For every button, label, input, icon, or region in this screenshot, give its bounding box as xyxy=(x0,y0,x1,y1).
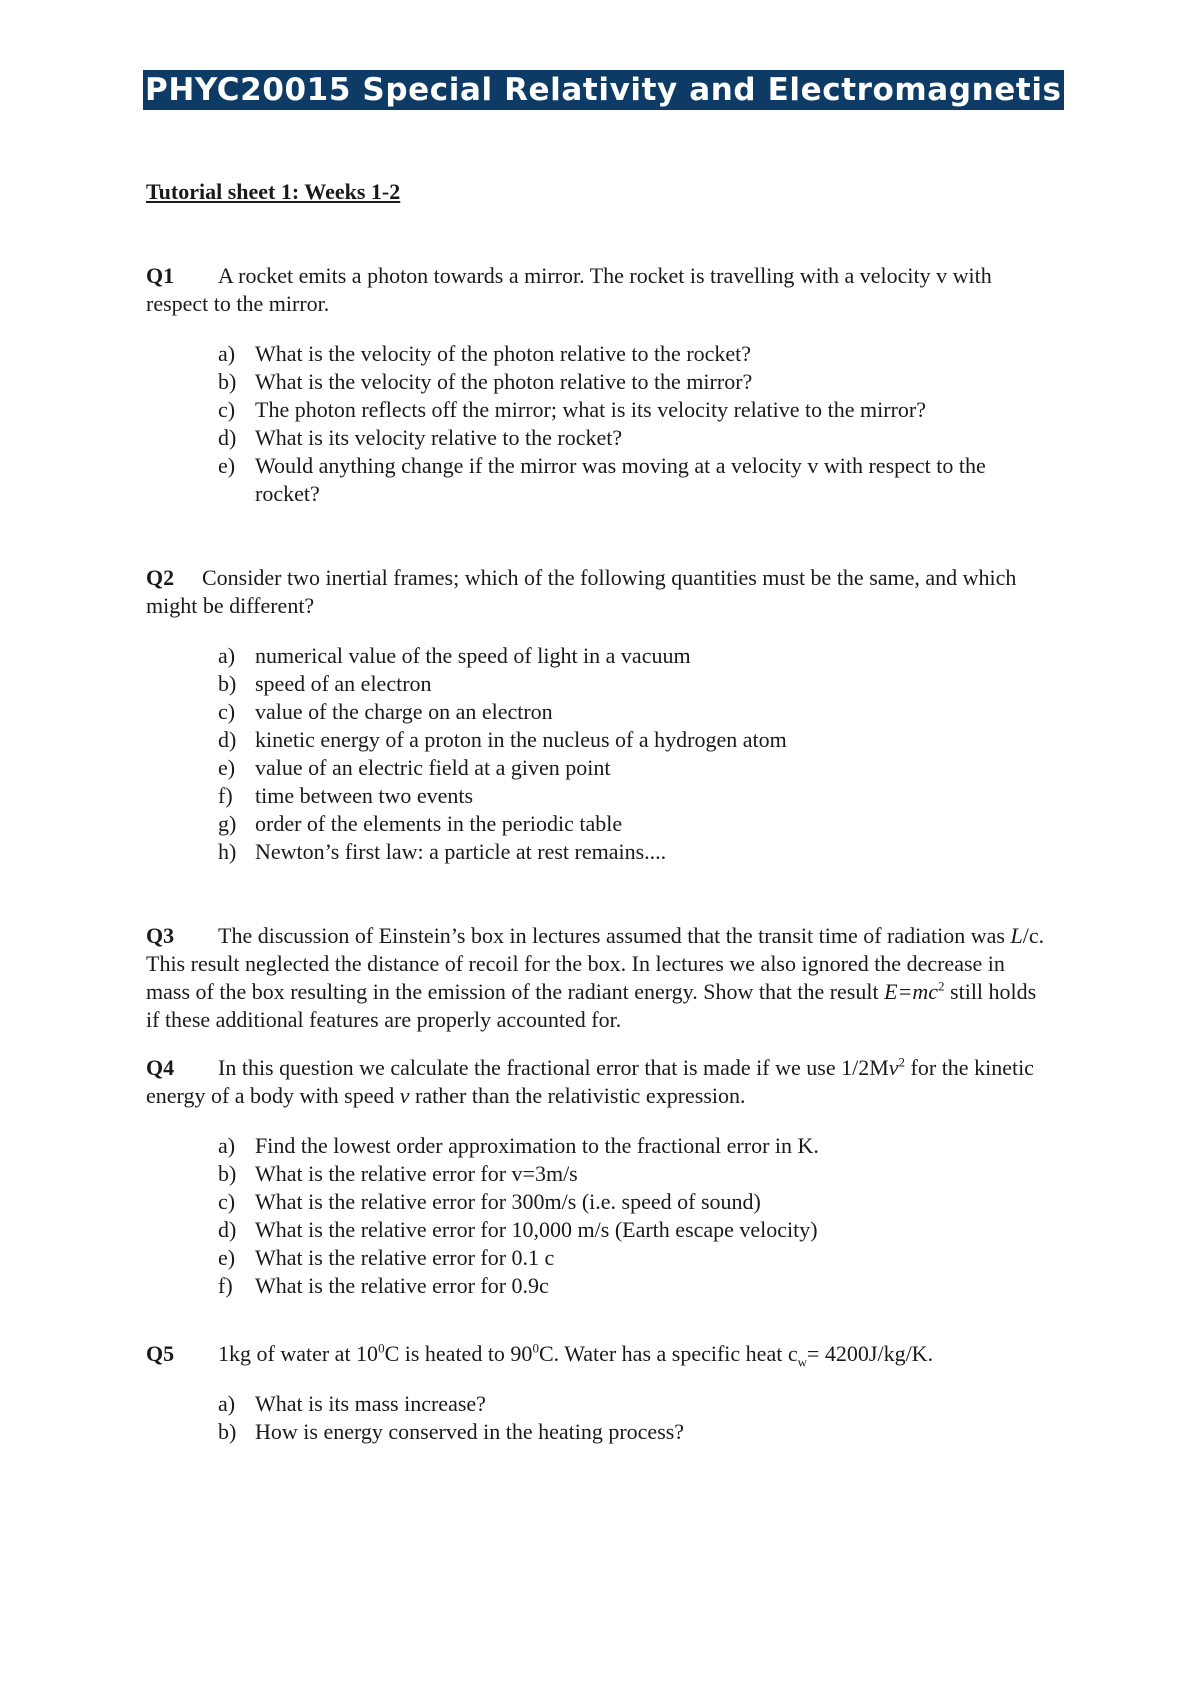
question-body-part: /c. This result neglected the distance of recoil for the box. In lectures we also ignored the decrease in mass of the box resulting in the emission of the radiant energy. Show that the result xyxy=(146,923,1045,1004)
part-text: order of the elements in the periodic table xyxy=(255,811,623,836)
superscript: 0 xyxy=(532,1340,539,1356)
question-body-italic: L xyxy=(1010,923,1023,948)
question-body: A rocket emits a photon towards a mirror. The rocket is travelling with a velocity v with respect to the mirror. xyxy=(146,263,992,316)
part-label: a) xyxy=(218,1133,236,1158)
question-body-part: The discussion of Einstein’s box in lectures assumed that the transit time of radiation was xyxy=(218,923,1011,948)
list-item xyxy=(146,1160,1050,1188)
list-item xyxy=(146,670,1050,698)
list-item xyxy=(146,642,1050,670)
part-text: The photon reflects off the mirror; what is its velocity relative to the mirror? xyxy=(255,397,926,422)
list-item xyxy=(146,396,1050,424)
part-text: What is the relative error for v=3m/s xyxy=(255,1161,578,1186)
question-parts xyxy=(146,642,1050,866)
list-item xyxy=(146,368,1050,396)
part-text: speed of an electron xyxy=(255,671,432,696)
question-body-italic: v xyxy=(399,1083,410,1108)
part-text: What is the relative error for 300m/s (i.e. speed of sound) xyxy=(255,1189,761,1214)
part-text: time between two events xyxy=(255,783,474,808)
part-text: What is the relative error for 0.1 c xyxy=(255,1245,555,1270)
part-label: d) xyxy=(218,1217,237,1242)
question-q1 xyxy=(146,262,1050,508)
question-q2 xyxy=(146,564,1050,866)
list-item xyxy=(146,782,1050,810)
question-body-part: rather than the relativistic expression. xyxy=(409,1083,746,1108)
part-label: c) xyxy=(218,397,236,422)
part-text: kinetic energy of a proton in the nucleus of a hydrogen atom xyxy=(255,727,787,752)
question-body-part: for the kinetic energy of a body with speed xyxy=(146,1055,1034,1108)
part-text: Find the lowest order approximation to the fractional error in K. xyxy=(255,1133,819,1158)
question-body-part: C is heated to 90 xyxy=(384,1341,533,1366)
question-label: Q2 xyxy=(146,565,175,590)
list-item xyxy=(146,1418,1050,1446)
list-item xyxy=(146,754,1050,782)
part-label: d) xyxy=(218,727,237,752)
part-text: What is its mass increase? xyxy=(255,1391,486,1416)
part-label: e) xyxy=(218,453,236,478)
part-label: e) xyxy=(218,755,236,780)
superscript: 2 xyxy=(938,978,945,994)
part-label: a) xyxy=(218,341,236,366)
part-text: Would anything change if the mirror was moving at a velocity v with respect to the rocket? xyxy=(255,453,986,506)
part-text: What is the velocity of the photon relative to the rocket? xyxy=(255,341,752,366)
question-body-italic: v xyxy=(888,1055,899,1080)
list-item xyxy=(146,726,1050,754)
part-label: b) xyxy=(218,671,237,696)
question-parts xyxy=(146,340,1050,508)
part-label: a) xyxy=(218,643,236,668)
course-title: PHYC20015 Special Relativity and Electromagnetism xyxy=(145,72,1095,108)
superscript: 0 xyxy=(378,1340,385,1356)
question-text xyxy=(146,262,1050,318)
part-label: b) xyxy=(218,1161,237,1186)
list-item xyxy=(146,340,1050,368)
part-text: What is the relative error for 0.9c xyxy=(255,1273,549,1298)
part-text: What is its velocity relative to the rocket? xyxy=(255,425,623,450)
list-item xyxy=(146,838,1050,866)
part-label: d) xyxy=(218,425,237,450)
list-item xyxy=(146,1244,1050,1272)
question-body: Consider two inertial frames; which of the following quantities must be the same, and which might be different? xyxy=(146,565,1017,618)
question-text xyxy=(146,922,1050,1034)
question-label: Q1 xyxy=(146,263,175,288)
question-body-part: still holds if these additional features are properly accounted for. xyxy=(146,979,1037,1032)
question-label: Q3 xyxy=(146,923,175,948)
question-text xyxy=(146,1054,1050,1110)
question-q3 xyxy=(146,922,1050,1034)
part-text: What is the velocity of the photon relative to the mirror? xyxy=(255,369,753,394)
question-parts xyxy=(146,1132,1050,1300)
part-label: f) xyxy=(218,1273,233,1298)
list-item xyxy=(146,1216,1050,1244)
part-text: How is energy conserved in the heating process? xyxy=(255,1419,685,1444)
part-label: b) xyxy=(218,369,237,394)
part-label: a) xyxy=(218,1391,236,1416)
list-item xyxy=(146,810,1050,838)
part-label: g) xyxy=(218,811,237,836)
question-q5 xyxy=(146,1340,1050,1446)
question-parts xyxy=(146,1390,1050,1446)
question-body-part: In this question we calculate the fractional error that is made if we use 1/2M xyxy=(218,1055,889,1080)
question-text xyxy=(146,564,1050,620)
question-body-part: = 4200J/kg/K. xyxy=(806,1341,934,1366)
part-text: value of an electric field at a given point xyxy=(255,755,611,780)
course-title-bar xyxy=(143,70,1095,110)
question-body-part: 1kg of water at 10 xyxy=(218,1341,379,1366)
part-text: Newton’s first law: a particle at rest remains.... xyxy=(255,839,667,864)
question-body-part: C. Water has a specific heat c xyxy=(538,1341,798,1366)
question-label: Q4 xyxy=(146,1055,175,1080)
question-label: Q5 xyxy=(146,1341,175,1366)
sheet-heading: Tutorial sheet 1: Weeks 1-2 xyxy=(146,179,401,204)
part-text: numerical value of the speed of light in a vacuum xyxy=(255,643,691,668)
part-label: h) xyxy=(218,839,237,864)
list-item xyxy=(146,452,1050,508)
superscript: 2 xyxy=(898,1054,906,1070)
question-body-italic: E=mc xyxy=(884,979,939,1004)
list-item xyxy=(146,424,1050,452)
list-item xyxy=(146,1188,1050,1216)
list-item xyxy=(146,1272,1050,1300)
part-text: What is the relative error for 10,000 m/s (Earth escape velocity) xyxy=(255,1217,818,1242)
part-label: b) xyxy=(218,1419,237,1444)
subscript: w xyxy=(797,1354,807,1370)
part-text: value of the charge on an electron xyxy=(255,699,553,724)
question-q4 xyxy=(146,1054,1050,1300)
list-item xyxy=(146,1132,1050,1160)
list-item xyxy=(146,698,1050,726)
question-text xyxy=(146,1340,1050,1368)
part-label: c) xyxy=(218,699,236,724)
part-label: c) xyxy=(218,1189,236,1214)
tutorial-content xyxy=(146,178,1050,1446)
part-label: e) xyxy=(218,1245,236,1270)
list-item xyxy=(146,1390,1050,1418)
part-label: f) xyxy=(218,783,233,808)
